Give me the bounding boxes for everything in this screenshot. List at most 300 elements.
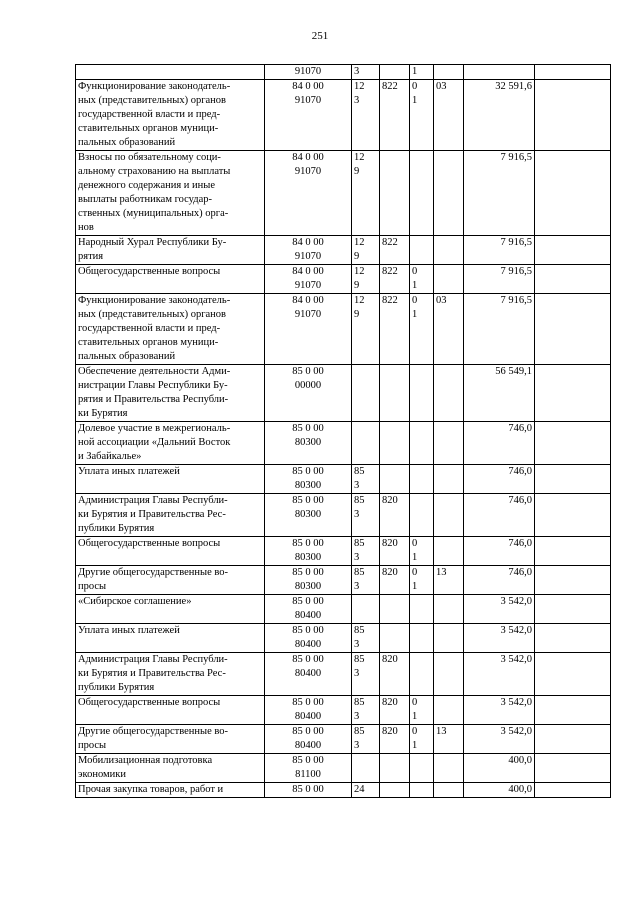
amount-cell: 3 542,0 [464,624,535,653]
expense-type-cell [352,65,380,80]
cell-line: 84 0 00 [292,295,324,306]
empty-cell [535,236,611,265]
empty-cell [535,494,611,537]
subsection-cell [434,294,464,365]
target-article-cell [265,696,352,725]
section-cell [410,236,434,265]
target-article-cell [265,595,352,624]
cell-line: 85 [354,654,365,665]
administrator-cell [380,365,410,422]
cell-line: 85 0 00 [292,567,324,578]
empty-cell [535,465,611,494]
expense-type-cell [352,365,380,422]
section-cell [410,422,434,465]
cell-line: 80400 [294,740,322,751]
cell-line: Общегосударственные вопросы [78,266,221,277]
expense-name-cell [76,696,265,725]
cell-line: 3 [354,668,360,679]
empty-cell [535,365,611,422]
cell-line: 1 [412,95,418,106]
cell-line: 85 [354,625,365,636]
cell-line: 1 [412,581,418,592]
cell-line: нистрации Главы Республики Бу- [78,380,228,391]
target-article-cell [265,725,352,754]
cell-line: 1 [412,552,418,563]
cell-line: 85 0 00 [292,697,324,708]
amount-cell: 3 542,0 [464,653,535,696]
cell-line: 91070 [294,166,322,177]
cell-line: 0 [412,81,418,92]
cell-line: 00000 [294,380,322,391]
cell-line: 3 [354,552,360,563]
amount-cell: 3 542,0 [464,595,535,624]
table-row [76,653,611,696]
subsection-cell [434,624,464,653]
cell-line: 85 0 00 [292,625,324,636]
administrator-cell [380,537,410,566]
cell-line: 9 [354,309,360,320]
cell-line: денежного содержания и иные [78,180,215,191]
target-article-cell [265,294,352,365]
expense-type-cell [352,294,380,365]
table-row [76,294,611,365]
cell-line: 820 [382,538,398,549]
cell-line: 85 0 00 [292,495,324,506]
cell-line: ных (представительных) органов [78,309,227,320]
subsection-cell [434,422,464,465]
subsection-cell [434,725,464,754]
empty-cell [535,151,611,236]
subsection-cell [434,653,464,696]
expense-name-cell [76,422,265,465]
amount-cell [464,65,535,80]
cell-line: 3 [354,480,360,491]
amount-cell: 3 542,0 [464,725,535,754]
cell-line: 12 [354,295,365,306]
cell-line: 91070 [294,66,322,77]
amount-cell: 56 549,1 [464,365,535,422]
administrator-cell [380,65,410,80]
cell-line: Взносы по обязательному соци- [78,152,221,163]
amount-cell: 400,0 [464,754,535,783]
section-cell [410,783,434,798]
subsection-cell [434,465,464,494]
table-row [76,696,611,725]
expense-name-cell [76,294,265,365]
expense-type-cell [352,494,380,537]
table-row [76,465,611,494]
cell-line: нов [78,222,94,233]
cell-line: Другие общегосударственные во- [78,567,229,578]
table-row [76,783,611,798]
amount-cell: 32 591,6 [464,80,535,151]
target-article-cell [265,151,352,236]
administrator-cell [380,624,410,653]
subsection-cell [434,537,464,566]
cell-line: 820 [382,697,398,708]
cell-line: 85 0 00 [292,755,324,766]
table-row [76,236,611,265]
cell-line: 85 0 00 [292,423,324,434]
empty-cell [535,783,611,798]
cell-line: 822 [382,237,398,248]
expense-type-cell [352,537,380,566]
expense-name-cell [76,365,265,422]
empty-cell [535,754,611,783]
expense-name-cell [76,151,265,236]
cell-line: просы [78,581,107,592]
amount-cell: 746,0 [464,566,535,595]
cell-line: 12 [354,237,365,248]
expense-type-cell [352,595,380,624]
table-row [76,725,611,754]
cell-line: 13 [436,726,447,737]
cell-line: ной ассоциации «Дальний Восток [78,437,231,448]
cell-line: 12 [354,266,365,277]
section-cell [410,65,434,80]
expense-type-cell [352,696,380,725]
section-cell [410,595,434,624]
page-number: 251 [311,30,329,42]
target-article-cell [265,422,352,465]
cell-line: Общегосударственные вопросы [78,538,221,549]
target-article-cell [265,80,352,151]
cell-line: 820 [382,495,398,506]
table-body [76,65,611,798]
administrator-cell [380,653,410,696]
cell-line: выплаты работникам государ- [78,194,213,205]
expense-type-cell [352,754,380,783]
cell-line: 80300 [294,581,322,592]
empty-cell [535,294,611,365]
administrator-cell [380,265,410,294]
cell-line: 03 [436,81,447,92]
table-row [76,65,611,80]
cell-line: Уплата иных платежей [78,466,180,477]
cell-line: 85 [354,466,365,477]
cell-line: 24 [354,784,365,795]
cell-line: 12 [354,152,365,163]
cell-line: 0 [412,726,418,737]
target-article-cell [265,653,352,696]
cell-line: 84 0 00 [292,266,324,277]
amount-cell: 3 542,0 [464,696,535,725]
cell-line: Администрация Главы Республи- [78,495,228,506]
subsection-cell [434,754,464,783]
target-article-cell [265,365,352,422]
cell-line: 80300 [294,437,322,448]
cell-line: 91070 [294,309,322,320]
cell-line: 3 [354,740,360,751]
cell-line: Уплата иных платежей [78,625,180,636]
cell-line: 85 [354,538,365,549]
expense-name-cell [76,65,265,80]
expense-name-cell [76,537,265,566]
expense-name-cell [76,783,265,798]
cell-line: 0 [412,567,418,578]
empty-cell [535,653,611,696]
subsection-cell [434,365,464,422]
cell-line: 3 [354,66,360,77]
cell-line: 822 [382,295,398,306]
table-row [76,595,611,624]
cell-line: рятия [78,251,104,262]
table-row [76,494,611,537]
section-cell [410,754,434,783]
cell-line: 822 [382,266,398,277]
administrator-cell [380,236,410,265]
table-row [76,566,611,595]
empty-cell [535,696,611,725]
section-cell [410,80,434,151]
subsection-cell [434,151,464,236]
subsection-cell [434,696,464,725]
cell-line: 80300 [294,480,322,491]
cell-line: 91070 [294,251,322,262]
cell-line: 9 [354,251,360,262]
cell-line: 13 [436,567,447,578]
cell-line: 85 0 00 [292,726,324,737]
expense-type-cell [352,783,380,798]
expense-name-cell [76,236,265,265]
cell-line: Функционирование законодатель- [78,295,231,306]
section-cell [410,494,434,537]
administrator-cell [380,151,410,236]
target-article-cell [265,265,352,294]
table-row [76,754,611,783]
empty-cell [535,65,611,80]
cell-line: 12 [354,81,365,92]
expense-type-cell [352,624,380,653]
cell-line: 85 [354,567,365,578]
cell-line: 80400 [294,668,322,679]
table-row [76,265,611,294]
subsection-cell [434,236,464,265]
cell-line: Народный Хурал Республики Бу- [78,237,227,248]
cell-line: 85 0 00 [292,784,324,795]
cell-line: 85 0 00 [292,466,324,477]
cell-line: пальных образований [78,137,176,148]
amount-cell: 400,0 [464,783,535,798]
cell-line: Администрация Главы Республи- [78,654,228,665]
cell-line: 85 0 00 [292,538,324,549]
cell-line: Прочая закупка товаров, работ и [78,784,224,795]
cell-line: Долевое участие в межрегиональ- [78,423,231,434]
cell-line: ставительных органов муници- [78,337,219,348]
expense-name-cell [76,653,265,696]
cell-line: 820 [382,654,398,665]
target-article-cell [265,624,352,653]
expense-name-cell [76,465,265,494]
administrator-cell [380,783,410,798]
cell-line: просы [78,740,107,751]
administrator-cell [380,422,410,465]
cell-line: 84 0 00 [292,237,324,248]
cell-line: 1 [412,280,418,291]
cell-line: 1 [412,711,418,722]
table-row [76,151,611,236]
cell-line: ки Бурятия [78,408,128,419]
amount-cell: 7 916,5 [464,236,535,265]
empty-cell [535,80,611,151]
cell-line: ственных (муниципальных) орга- [78,208,229,219]
empty-cell [535,725,611,754]
subsection-cell [434,65,464,80]
expense-name-cell [76,624,265,653]
administrator-cell [380,566,410,595]
section-cell [410,265,434,294]
table-row [76,537,611,566]
target-article-cell [265,494,352,537]
expense-type-cell [352,236,380,265]
expense-type-cell [352,151,380,236]
cell-line: ки Бурятия и Правительства Рес- [78,668,226,679]
section-cell [410,537,434,566]
cell-line: 85 [354,495,365,506]
expense-type-cell [352,566,380,595]
cell-line: 0 [412,295,418,306]
cell-line: 1 [412,309,418,320]
section-cell [410,696,434,725]
empty-cell [535,624,611,653]
cell-line: 80400 [294,610,322,621]
section-cell [410,294,434,365]
subsection-cell [434,783,464,798]
cell-line: 84 0 00 [292,81,324,92]
cell-line: 85 0 00 [292,596,324,607]
cell-line: 822 [382,81,398,92]
target-article-cell [265,65,352,80]
table-row [76,80,611,151]
cell-line: публики Бурятия [78,523,155,534]
cell-line: Общегосударственные вопросы [78,697,221,708]
table-row [76,624,611,653]
cell-line: 3 [354,711,360,722]
empty-cell [535,265,611,294]
cell-line: 80300 [294,509,322,520]
cell-line: 80400 [294,711,322,722]
target-article-cell [265,783,352,798]
target-article-cell [265,236,352,265]
subsection-cell [434,494,464,537]
administrator-cell [380,754,410,783]
cell-line: 85 0 00 [292,654,324,665]
cell-line: ставительных органов муници- [78,123,219,134]
section-cell [410,653,434,696]
target-article-cell [265,465,352,494]
cell-line: 03 [436,295,447,306]
table-row [76,422,611,465]
expense-name-cell [76,754,265,783]
empty-cell [535,566,611,595]
cell-line: пальных образований [78,351,176,362]
cell-line: 80300 [294,552,322,563]
administrator-cell [380,494,410,537]
amount-cell: 746,0 [464,465,535,494]
expense-type-cell [352,725,380,754]
expense-name-cell [76,595,265,624]
cell-line: рятия и Правительства Республи- [78,394,229,405]
cell-line: 3 [354,95,360,106]
cell-line: государственной власти и пред- [78,109,221,120]
cell-line: 91070 [294,95,322,106]
empty-cell [535,537,611,566]
cell-line: публики Бурятия [78,682,155,693]
cell-line: и Забайкалье» [78,451,142,462]
cell-line: «Сибирское соглашение» [78,596,192,607]
budget-table [75,64,611,798]
cell-line: Обеспечение деятельности Адми- [78,366,231,377]
cell-line: Функционирование законодатель- [78,81,231,92]
expense-type-cell [352,422,380,465]
expense-name-cell [76,265,265,294]
amount-cell: 746,0 [464,422,535,465]
cell-line: 9 [354,166,360,177]
administrator-cell [380,595,410,624]
cell-line: Другие общегосударственные во- [78,726,229,737]
section-cell [410,566,434,595]
section-cell [410,365,434,422]
cell-line: 3 [354,509,360,520]
cell-line: 80400 [294,639,322,650]
expense-type-cell [352,80,380,151]
expense-type-cell [352,465,380,494]
subsection-cell [434,566,464,595]
target-article-cell [265,566,352,595]
section-cell [410,465,434,494]
cell-line: ных (представительных) органов [78,95,227,106]
cell-line: 81100 [295,769,321,780]
administrator-cell [380,725,410,754]
expense-type-cell [352,653,380,696]
cell-line: 91070 [294,280,322,291]
section-cell [410,725,434,754]
target-article-cell [265,537,352,566]
cell-line: альному страхованию на выплаты [78,166,231,177]
administrator-cell [380,696,410,725]
cell-line: 3 [354,581,360,592]
section-cell [410,624,434,653]
subsection-cell [434,595,464,624]
cell-line: 85 [354,697,365,708]
cell-line: 1 [412,740,418,751]
amount-cell: 7 916,5 [464,294,535,365]
cell-line: 0 [412,697,418,708]
cell-line: 84 0 00 [292,152,324,163]
cell-line: 85 0 00 [292,366,324,377]
administrator-cell [380,465,410,494]
amount-cell: 746,0 [464,494,535,537]
empty-cell [535,422,611,465]
cell-line: 0 [412,266,418,277]
cell-line: 9 [354,280,360,291]
amount-cell: 746,0 [464,537,535,566]
expense-name-cell [76,725,265,754]
target-article-cell [265,754,352,783]
cell-line: 1 [412,66,418,77]
cell-line: ки Бурятия и Правительства Рес- [78,509,226,520]
administrator-cell [380,80,410,151]
administrator-cell [380,294,410,365]
cell-line: 85 [354,726,365,737]
subsection-cell [434,80,464,151]
expense-name-cell [76,80,265,151]
cell-line: государственной власти и пред- [78,323,221,334]
cell-line: 820 [382,726,398,737]
expense-name-cell [76,494,265,537]
cell-line: 820 [382,567,398,578]
amount-cell: 7 916,5 [464,265,535,294]
